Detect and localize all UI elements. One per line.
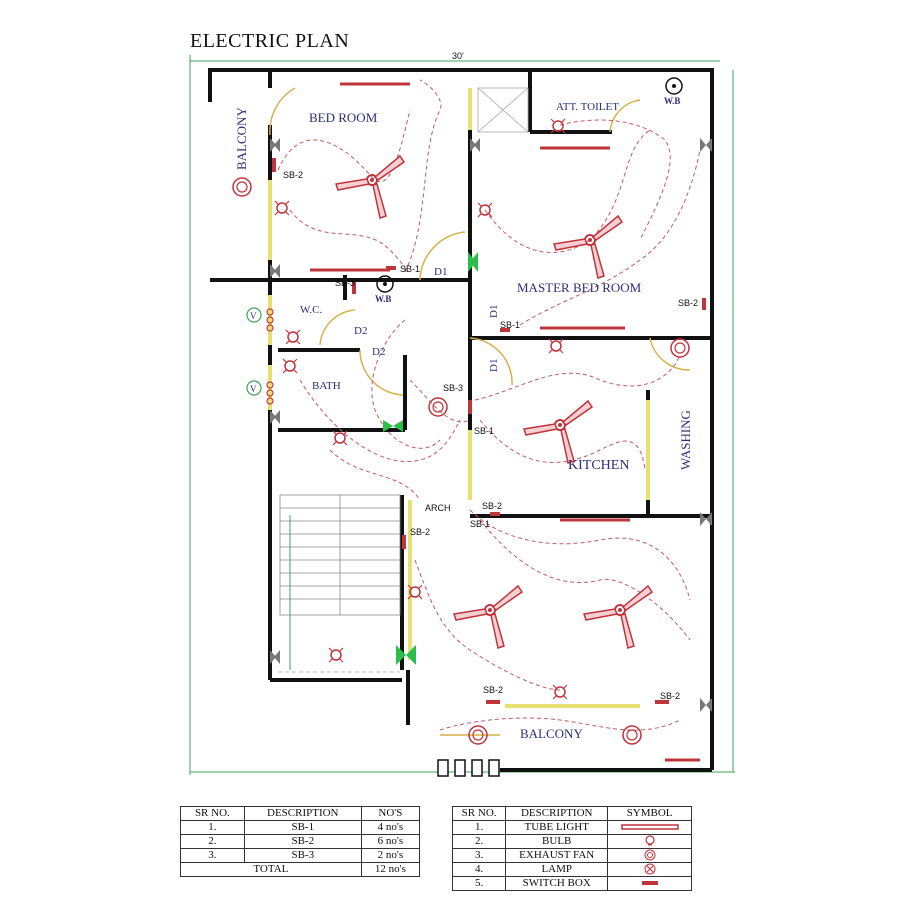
- table-cell: 4.: [453, 863, 506, 877]
- total-label: TOTAL: [181, 863, 362, 877]
- width-dimension: 30': [452, 51, 464, 61]
- sb-label: SB-1: [500, 320, 521, 330]
- stair-block: [278, 495, 400, 672]
- sb-label: SB-3: [443, 383, 464, 393]
- bulbs: [275, 119, 567, 699]
- table-header: DESCRIPTION: [244, 807, 361, 821]
- ventilator-label: V: [250, 384, 257, 394]
- table-row: [181, 849, 420, 863]
- table-cell: SB-3: [244, 849, 361, 863]
- table-row: [453, 821, 692, 835]
- door-label-d1-a: D1: [434, 266, 448, 278]
- table-cell: EXHAUST FAN: [506, 849, 608, 863]
- table-cell: 3.: [453, 849, 506, 863]
- sb-label: SB-1: [470, 519, 491, 529]
- duct-shaft: [478, 88, 528, 132]
- tube-light-symbol-icon: [608, 821, 692, 835]
- table-row: [181, 835, 420, 849]
- label-wb-top: W.B: [664, 96, 681, 106]
- room-label-balcony-bottom: BALCONY: [520, 726, 583, 741]
- exhaust-fan-symbol-icon: [608, 849, 692, 863]
- table-row: [453, 835, 692, 849]
- lamp-symbol-icon: [608, 863, 692, 877]
- table-cell: SWITCH BOX: [506, 877, 608, 891]
- table-cell: 4 no's: [361, 821, 419, 835]
- ceiling-fan-kitchen: [524, 401, 592, 463]
- room-label-att-toilet: ATT. TOILET: [556, 101, 619, 113]
- table-row: [453, 849, 692, 863]
- switch-board-count-table: [180, 806, 420, 877]
- table-header-row: [453, 807, 692, 821]
- table-row: [453, 877, 692, 891]
- ventilator-bath: [247, 381, 261, 395]
- table-row: [181, 821, 420, 835]
- ceiling-fan-hall-left: [454, 586, 522, 648]
- table-header: SR NO.: [453, 807, 506, 821]
- sb-label: SB-2: [482, 501, 503, 511]
- door-label-d2-b: D2: [372, 346, 386, 358]
- table-total-row: [181, 863, 420, 877]
- table-header: NO'S: [361, 807, 419, 821]
- room-label-balcony-left: BALCONY: [234, 107, 249, 170]
- wiring: [278, 80, 700, 730]
- ceiling-fan-bedroom: [336, 156, 404, 218]
- total-value: 12 no's: [361, 863, 419, 877]
- table-header-row: [181, 807, 420, 821]
- symbol-legend-table: [452, 806, 692, 891]
- table-header: DESCRIPTION: [506, 807, 608, 821]
- ventilator-wc: [247, 308, 261, 322]
- label-wb-mid: W.B: [375, 294, 392, 304]
- ventilator-label: V: [250, 311, 257, 321]
- room-label-bath: BATH: [312, 380, 341, 392]
- ceiling-fan-hall-right: [584, 586, 652, 648]
- table-cell: 6 no's: [361, 835, 419, 849]
- room-label-kitchen: KITCHEN: [568, 458, 630, 473]
- sb-label: SB-2: [678, 298, 699, 308]
- sb-label: SB-1: [400, 264, 421, 274]
- plan-title: ELECTRIC PLAN: [190, 30, 350, 52]
- table-cell: 1.: [453, 821, 506, 835]
- table-header: SR NO.: [181, 807, 245, 821]
- table-cell: 5.: [453, 877, 506, 891]
- table-header: SYMBOL: [608, 807, 692, 821]
- door-label-d1-c: D1: [488, 358, 500, 372]
- sb-label: SB-3: [335, 278, 356, 288]
- table-cell: TUBE LIGHT: [506, 821, 608, 835]
- table-cell: SB-2: [244, 835, 361, 849]
- table-cell: SB-1: [244, 821, 361, 835]
- table-cell: LAMP: [506, 863, 608, 877]
- table-cell: BULB: [506, 835, 608, 849]
- sb-label: SB-2: [660, 691, 681, 701]
- table-cell: 3.: [181, 849, 245, 863]
- door-label-d1-b: D1: [488, 304, 500, 318]
- room-label-master-bed-room: MASTER BED ROOM: [517, 280, 642, 295]
- sb-label: SB-2: [410, 527, 431, 537]
- sb-label: SB-2: [283, 170, 304, 180]
- ceiling-fan-master: [554, 216, 622, 278]
- window-marks-gray: [270, 138, 712, 712]
- table-cell: 1.: [181, 821, 245, 835]
- bulb-symbol-icon: [608, 835, 692, 849]
- sb-label: SB-1: [474, 426, 495, 436]
- tube-lights: [310, 84, 700, 760]
- room-label-wc: W.C.: [300, 304, 323, 316]
- door-label-d2-a: D2: [354, 325, 368, 337]
- table-cell: 2.: [181, 835, 245, 849]
- sb-label: SB-2: [483, 685, 504, 695]
- table-cell: 2 no's: [361, 849, 419, 863]
- room-label-washing: WASHING: [678, 410, 693, 470]
- room-label-bed-room: BED ROOM: [309, 110, 378, 125]
- switch-box-symbol-icon: [608, 877, 692, 891]
- door-marks-green: [383, 252, 478, 665]
- balcony-columns: [438, 760, 499, 776]
- label-arch: ARCH: [425, 503, 451, 513]
- table-cell: 2.: [453, 835, 506, 849]
- table-row: [453, 863, 692, 877]
